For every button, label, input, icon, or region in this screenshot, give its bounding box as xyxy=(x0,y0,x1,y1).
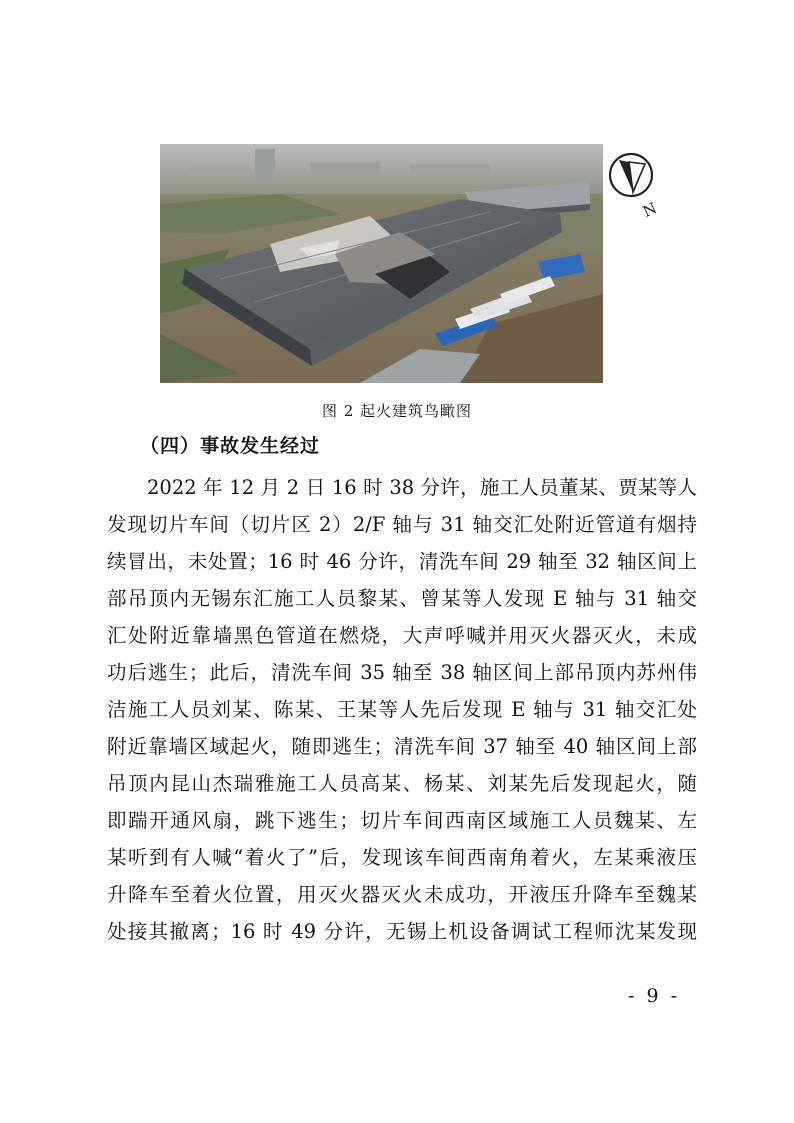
body-line: 续冒出，未处置；16 时 46 分许，清洗车间 29 轴至 32 轴区间上 xyxy=(107,550,697,573)
compass-north-label: N xyxy=(639,198,660,221)
body-line: 洁施工人员刘某、陈某、王某等人先后发现 E 轴与 31 轴交汇处 xyxy=(107,698,697,721)
body-line: 汇处附近靠墙黑色管道在燃烧，大声呼喊并用灭火器灭火，未成 xyxy=(107,624,697,647)
north-arrow-icon xyxy=(605,150,663,222)
body-line: 部吊顶内无锡东汇施工人员黎某、曾某等人发现 E 轴与 31 轴交 xyxy=(107,587,697,610)
body-line: 2022 年 12 月 2 日 16 时 38 分许，施工人员董某、贾某等人 xyxy=(147,476,697,499)
body-paragraph xyxy=(107,469,697,950)
body-line: 某听到有人喊“着火了”后，发现该车间西南角着火，左某乘液压 xyxy=(107,846,697,869)
section-heading: （四）事故发生经过 xyxy=(140,435,321,457)
figure-caption: 图 2 起火建筑鸟瞰图 xyxy=(321,402,473,420)
aerial-photo xyxy=(160,144,603,383)
body-line: 处接其撤离；16 时 49 分许，无锡上机设备调试工程师沈某发现 xyxy=(107,920,697,943)
body-line: 发现切片车间（切片区 2）2/F 轴与 31 轴交汇处附近管道有烟持 xyxy=(107,513,697,536)
body-line: 吊顶内昆山杰瑞雅施工人员高某、杨某、刘某先后发现起火，随 xyxy=(107,772,697,795)
body-line: 附近靠墙区域起火，随即逃生；清洗车间 37 轴至 40 轴区间上部 xyxy=(107,735,697,758)
body-line: 功后逃生；此后，清洗车间 35 轴至 38 轴区间上部吊顶内苏州伟 xyxy=(107,661,697,684)
page-number: - 9 - xyxy=(628,985,681,1007)
body-line: 升降车至着火位置，用灭火器灭火未成功，开液压升降车至魏某 xyxy=(107,883,697,906)
body-line: 即踹开通风扇，跳下逃生；切片车间西南区域施工人员魏某、左 xyxy=(107,809,697,832)
